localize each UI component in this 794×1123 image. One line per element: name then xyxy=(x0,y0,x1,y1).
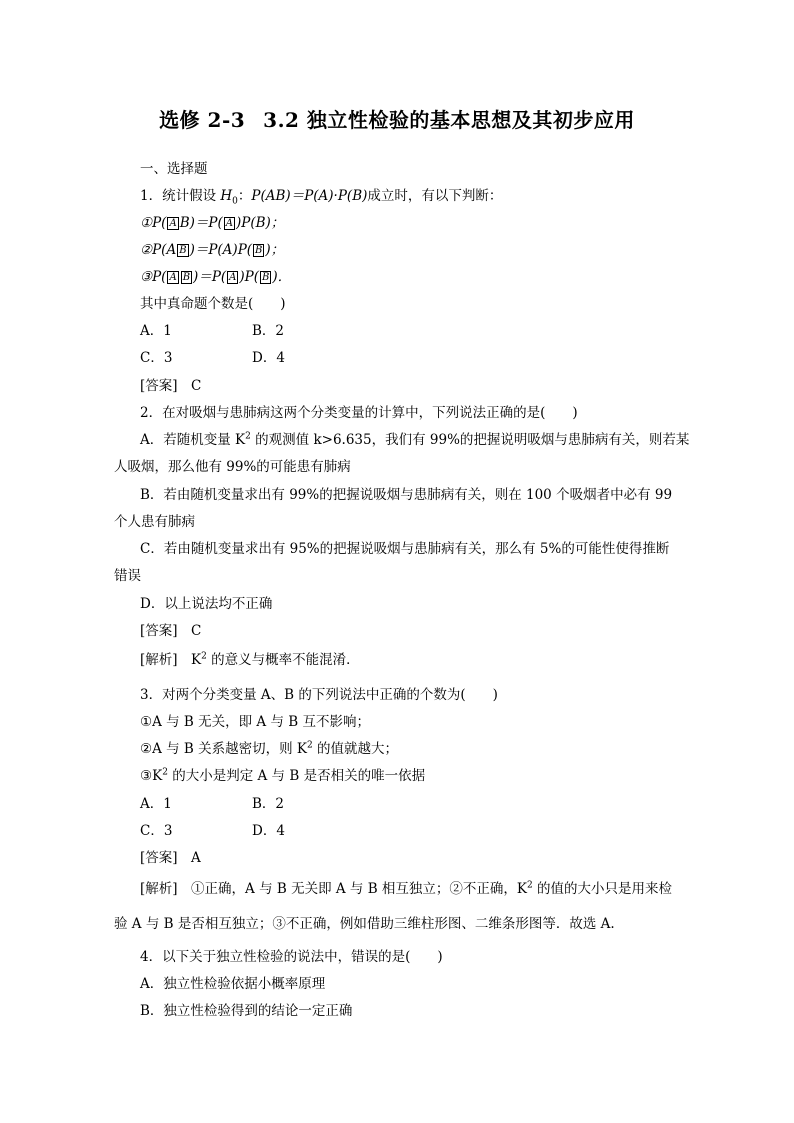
q3-statement-2: ②A 与 B 关系越密切，则 $K^2$ 的值就越大； xyxy=(140,740,399,757)
q1-option-c: C．3 xyxy=(140,350,173,366)
q4-option-a: A．独立性检验依据小概率原理 xyxy=(140,976,326,992)
q1-ask: 其中真命题个数是( ) xyxy=(140,296,286,312)
q1-option-a: A．1 xyxy=(140,323,172,339)
q2-stem: 2．在对吸烟与患肺病这两个分类变量的计算中，下列说法正确的是( ) xyxy=(140,405,578,421)
q3-option-c: C．3 xyxy=(140,823,173,839)
q3-option-a: A．1 xyxy=(140,796,172,812)
q3-stem: 3．对两个分类变量 A、B 的下列说法中正确的个数为( ) xyxy=(140,687,498,703)
q1-stem: 1．统计假设 $H_0$：P(AB)＝P(A)·P(B)成立时，有以下判断： xyxy=(140,188,503,207)
title-course: 选修 2-3 xyxy=(159,108,246,132)
q4-option-b: B．独立性检验得到的结论一定正确 xyxy=(140,1003,353,1019)
q2-option-b-line1: B．若由随机变量求出有 99%的把握说吸烟与患肺病有关，则在 100 个吸烟者中必有 99 xyxy=(140,487,673,503)
q3-analysis-line2: 验 A 与 B 是否相互独立；③不正确，例如借助三维柱形图、二维条形图等．故选 A. xyxy=(114,916,615,932)
q2-answer: [答案] C xyxy=(140,623,202,639)
section-heading: 一、选择题 xyxy=(140,161,208,177)
q1-option-d: D．4 xyxy=(252,350,285,366)
q3-answer: [答案] A xyxy=(140,850,201,866)
q1-statement-1: ①P( A B)＝P( A )P(B)； xyxy=(140,215,285,231)
q2-option-a-line2: 人吸烟，那么他有 99%的可能患有肺病 xyxy=(114,459,351,475)
q1-statement-3: ③P( A B )＝P( A )P( B )． xyxy=(140,269,292,285)
q2-option-b-line2: 个人患有肺病 xyxy=(114,514,195,530)
q2-option-a-line1: A．若随机变量 $K^2$ 的观测值 k>6.635，我们有 99%的把握说明吸烟与患肺病有关，则若某 xyxy=(140,431,690,448)
q3-option-b: B．2 xyxy=(252,796,285,812)
title-topic: 3.2 独立性检验的基本思想及其初步应用 xyxy=(263,108,635,132)
q3-option-d: D．4 xyxy=(252,823,285,839)
q1-statement-2: ②P(A B )＝P(A)P( B )； xyxy=(140,242,285,258)
q2-option-d: D．以上说法均不正确 xyxy=(140,596,273,612)
q3-statement-1: ①A 与 B 无关，即 A 与 B 互不影响； xyxy=(140,714,370,730)
page-title xyxy=(0,104,794,133)
q3-analysis-line1: [解析] ①正确，A 与 B 无关即 A 与 B 相互独立；②不正确，$K^2$ 的值的大小只是用来检 xyxy=(140,880,673,897)
q2-analysis: [解析] $K^2$ 的意义与概率不能混淆． xyxy=(140,651,360,668)
q1-answer: [答案] C xyxy=(140,378,202,394)
q4-stem: 4．以下关于独立性检验的说法中，错误的是( ) xyxy=(140,949,443,965)
q1-option-b: B．2 xyxy=(252,323,285,339)
q2-option-c-line1: C．若由随机变量求出有 95%的把握说吸烟与患肺病有关，那么有 5%的可能性使得推断 xyxy=(140,541,670,557)
q2-option-c-line2: 错误 xyxy=(114,568,141,584)
q3-statement-3: $③K^2$ 的大小是判定 A 与 B 是否相关的唯一依据 xyxy=(140,767,426,784)
